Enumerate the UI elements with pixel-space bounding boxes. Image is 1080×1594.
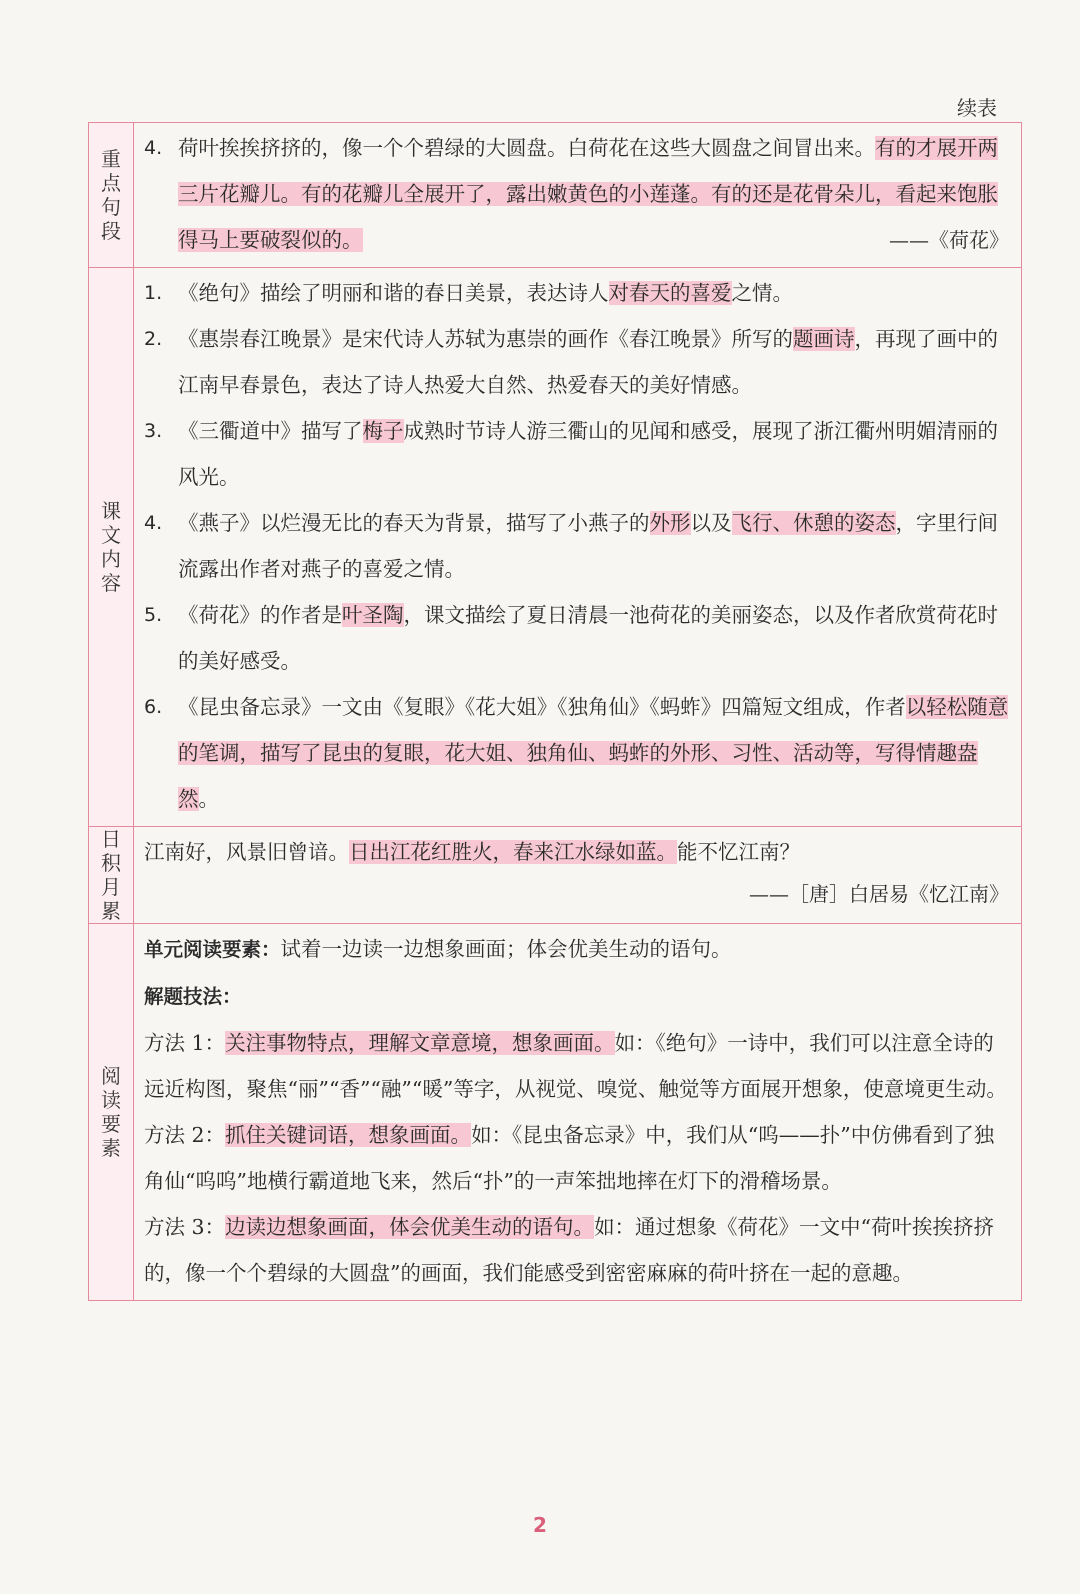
poem-line: 江南好，风景旧曾谙。日出江花红胜火，春来江水绿如蓝。能不忆江南？ — [144, 840, 800, 864]
method-3: 方法 3：边读边想象画面，体会优美生动的语句。如：通过想象《荷花》一文中“荷叶挨挨挤挤的，像一个个碧绿的大圆盘”的画面，我们能感受到密密麻麻的荷叶挤在一起的意趣。 — [144, 1215, 995, 1285]
highlighted-text: 边读边想象画面，体会优美生动的语句。 — [225, 1215, 595, 1239]
list-item: 4. 荷叶挨挨挤挤的，像一个个碧绿的大圆盘。白荷花在这些大圆盘之间冒出来。有的才展开两三片花瓣儿。有的花瓣儿全展开了，露出嫩黄色的小莲蓬。有的还是花骨朵儿，看起来饱胀得马上要破裂似的。 — [144, 136, 998, 252]
content-text-content — [134, 268, 1022, 827]
highlighted-text: 题画诗 — [793, 327, 855, 351]
content-daily-accumulation — [134, 827, 1022, 924]
highlighted-text: 对春天的喜爱 — [608, 281, 732, 305]
content-reading-elements — [134, 924, 1022, 1301]
highlighted-text: 梅子 — [362, 419, 404, 443]
method-1: 方法 1：关注事物特点，理解文章意境，想象画面。如：《绝句》一诗中，我们可以注意全诗的远近构图，聚焦“丽”“香”“融”“暖”等字，从视觉、嗅觉、触觉等方面展开想象，使意境更生动。 — [144, 1031, 1007, 1101]
unit-element: 单元阅读要素：试着一边读一边想象画面；体会优美生动的语句。 — [144, 937, 732, 961]
source-citation: ——《荷花》 — [889, 228, 1009, 252]
list-item: 4. 《燕子》以烂漫无比的春天为背景，描写了小燕子的外形以及飞行、休憩的姿态，字里行间流露出作者对燕子的喜爱之情。 — [144, 511, 998, 581]
highlighted-text: 以轻松随意的笔调，描写了昆虫的复眼，花大姐、独角仙、蚂蚱的外形、习性、活动等，写得情趣盎然 — [178, 695, 1009, 811]
list-item: 6. 《昆虫备忘录》一文由《复眼》《花大姐》《独角仙》《蚂蚱》四篇短文组成，作者以轻松随意的笔调，描写了昆虫的复眼，花大姐、独角仙、蚂蚱的外形、习性、活动等，写得情趣盎然。 — [144, 695, 1009, 811]
faint-bleed-through — [380, 72, 700, 102]
method-2: 方法 2：抓住关键词语，想象画面。如：《昆虫备忘录》中，我们从“呜——扑”中仿佛看到了独角仙“呜呜”地横行霸道地飞来，然后“扑”的一声笨拙地摔在灯下的滑稽场景。 — [144, 1123, 995, 1193]
highlighted-text: 关注事物特点，理解文章意境，想象画面。 — [225, 1031, 615, 1055]
highlighted-text: 日出江花红胜火，春来江水绿如蓝。 — [349, 840, 677, 864]
label-daily-accumulation: 日积月累 — [89, 827, 134, 924]
content-key-sentences — [134, 123, 1022, 268]
label-key-sentences: 重点句段 — [89, 123, 134, 268]
highlighted-text: 外形 — [649, 511, 691, 535]
list-item: 5. 《荷花》的作者是叶圣陶，课文描绘了夏日清晨一池荷花的美丽姿态，以及作者欣赏荷花时的美好感受。 — [144, 603, 998, 673]
highlighted-text: 叶圣陶 — [342, 603, 404, 627]
page-number: 2 — [533, 1513, 547, 1537]
row-reading-elements — [89, 924, 1022, 1301]
plain-text: 荷叶挨挨挤挤的，像一个个碧绿的大圆盘。白荷花在这些大圆盘之间冒出来。 — [178, 136, 875, 160]
label-reading-elements: 阅读要素 — [89, 924, 134, 1301]
highlighted-text: 有的才展开两三片花瓣儿。有的花瓣儿全展开了，露出嫩黄色的小莲蓬。有的还是花骨朵儿，看起来饱胀得马上要破裂似的。 — [178, 136, 998, 252]
list-item: 3. 《三衢道中》描写了梅子成熟时节诗人游三衢山的见闻和感受，展现了浙江衢州明媚清丽的风光。 — [144, 419, 998, 489]
summary-table — [88, 122, 1022, 1301]
highlighted-text: 飞行、休憩的姿态 — [731, 511, 896, 535]
label-text-content: 课文内容 — [89, 268, 134, 827]
continued-label: 续表 — [957, 96, 997, 120]
source-citation: ——［唐］白居易《忆江南》 — [749, 882, 1009, 906]
highlighted-text: 抓住关键词语，想象画面。 — [225, 1123, 472, 1147]
list-item: 1. 《绝句》描绘了明丽和谐的春日美景，表达诗人对春天的喜爱之情。 — [144, 281, 793, 305]
row-key-sentences — [89, 123, 1022, 268]
list-item: 2. 《惠崇春江晚景》是宋代诗人苏轼为惠崇的画作《春江晚景》所写的题画诗，再现了画中的江南早春景色，表达了诗人热爱大自然、热爱春天的美好情感。 — [144, 327, 998, 397]
method-title: 解题技法： — [144, 985, 242, 1008]
row-text-content — [89, 268, 1022, 827]
row-daily-accumulation — [89, 827, 1022, 924]
